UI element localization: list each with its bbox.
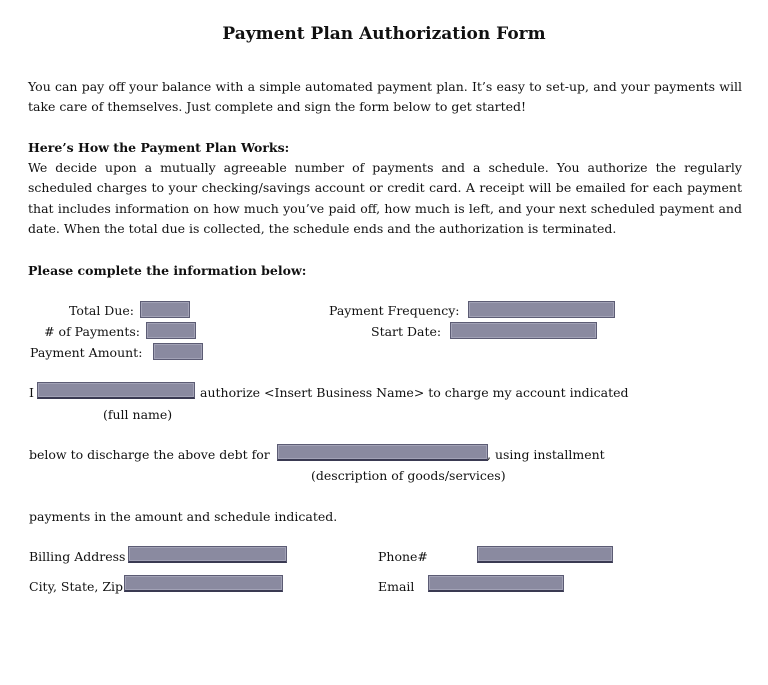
start-date-input[interactable]	[450, 322, 597, 339]
start-date-label: Start Date:	[371, 324, 442, 339]
city-state-zip-input[interactable]	[124, 575, 283, 592]
email-label: Email	[378, 579, 415, 594]
phone-input[interactable]	[477, 546, 613, 563]
payment-frequency-input[interactable]	[468, 301, 615, 318]
payment-amount-label: Payment Amount:	[30, 345, 143, 360]
email-input[interactable]	[428, 575, 564, 592]
city-state-zip-label: City, State, Zip	[29, 579, 124, 594]
description-caption: (description of goods/services)	[311, 468, 506, 483]
intro-paragraph: You can pay off your balance with a simple automated payment plan. It’s easy to set-up, and your payments will take care of themselves. Just complete and sign the form below to get started!	[28, 79, 742, 115]
phone-label: Phone#	[378, 549, 428, 564]
how-it-works-paragraph: We decide upon a mutually agreeable number of payments and a schedule. You authorize the regularly scheduled charges to your checking/savings account or credit card. A receipt will be emailed for each payment that includes information on how much you’ve paid off, how much is left, and your next scheduled payment and date. When the total due is collected, the schedule ends and the authorization is terminated.	[28, 160, 742, 237]
billing-address-label: Billing Address	[29, 549, 126, 564]
how-it-works-heading: Here’s How the Payment Plan Works:	[28, 140, 290, 155]
full-name-input[interactable]	[37, 382, 195, 399]
installment-text: , using installment	[487, 447, 605, 462]
complete-info-heading: Please complete the information below:	[28, 263, 307, 278]
payments-indicated-text: payments in the amount and schedule indicated.	[29, 509, 338, 524]
discharge-text: below to discharge the above debt for	[29, 447, 270, 462]
payment-frequency-label: Payment Frequency:	[329, 303, 460, 318]
total-due-input[interactable]	[140, 301, 190, 318]
payment-amount-input[interactable]	[153, 343, 203, 360]
full-name-caption: (full name)	[103, 407, 173, 422]
total-due-label: Total Due:	[68, 303, 134, 318]
billing-address-input[interactable]	[128, 546, 287, 563]
num-payments-input[interactable]	[146, 322, 196, 339]
form-title: Payment Plan Authorization Form	[222, 24, 546, 44]
authorization-i: I	[29, 385, 34, 400]
num-payments-label: # of Payments:	[44, 324, 140, 339]
goods-services-input[interactable]	[277, 444, 488, 461]
authorization-text: authorize <Insert Business Name> to charge my account indicated	[200, 385, 629, 400]
